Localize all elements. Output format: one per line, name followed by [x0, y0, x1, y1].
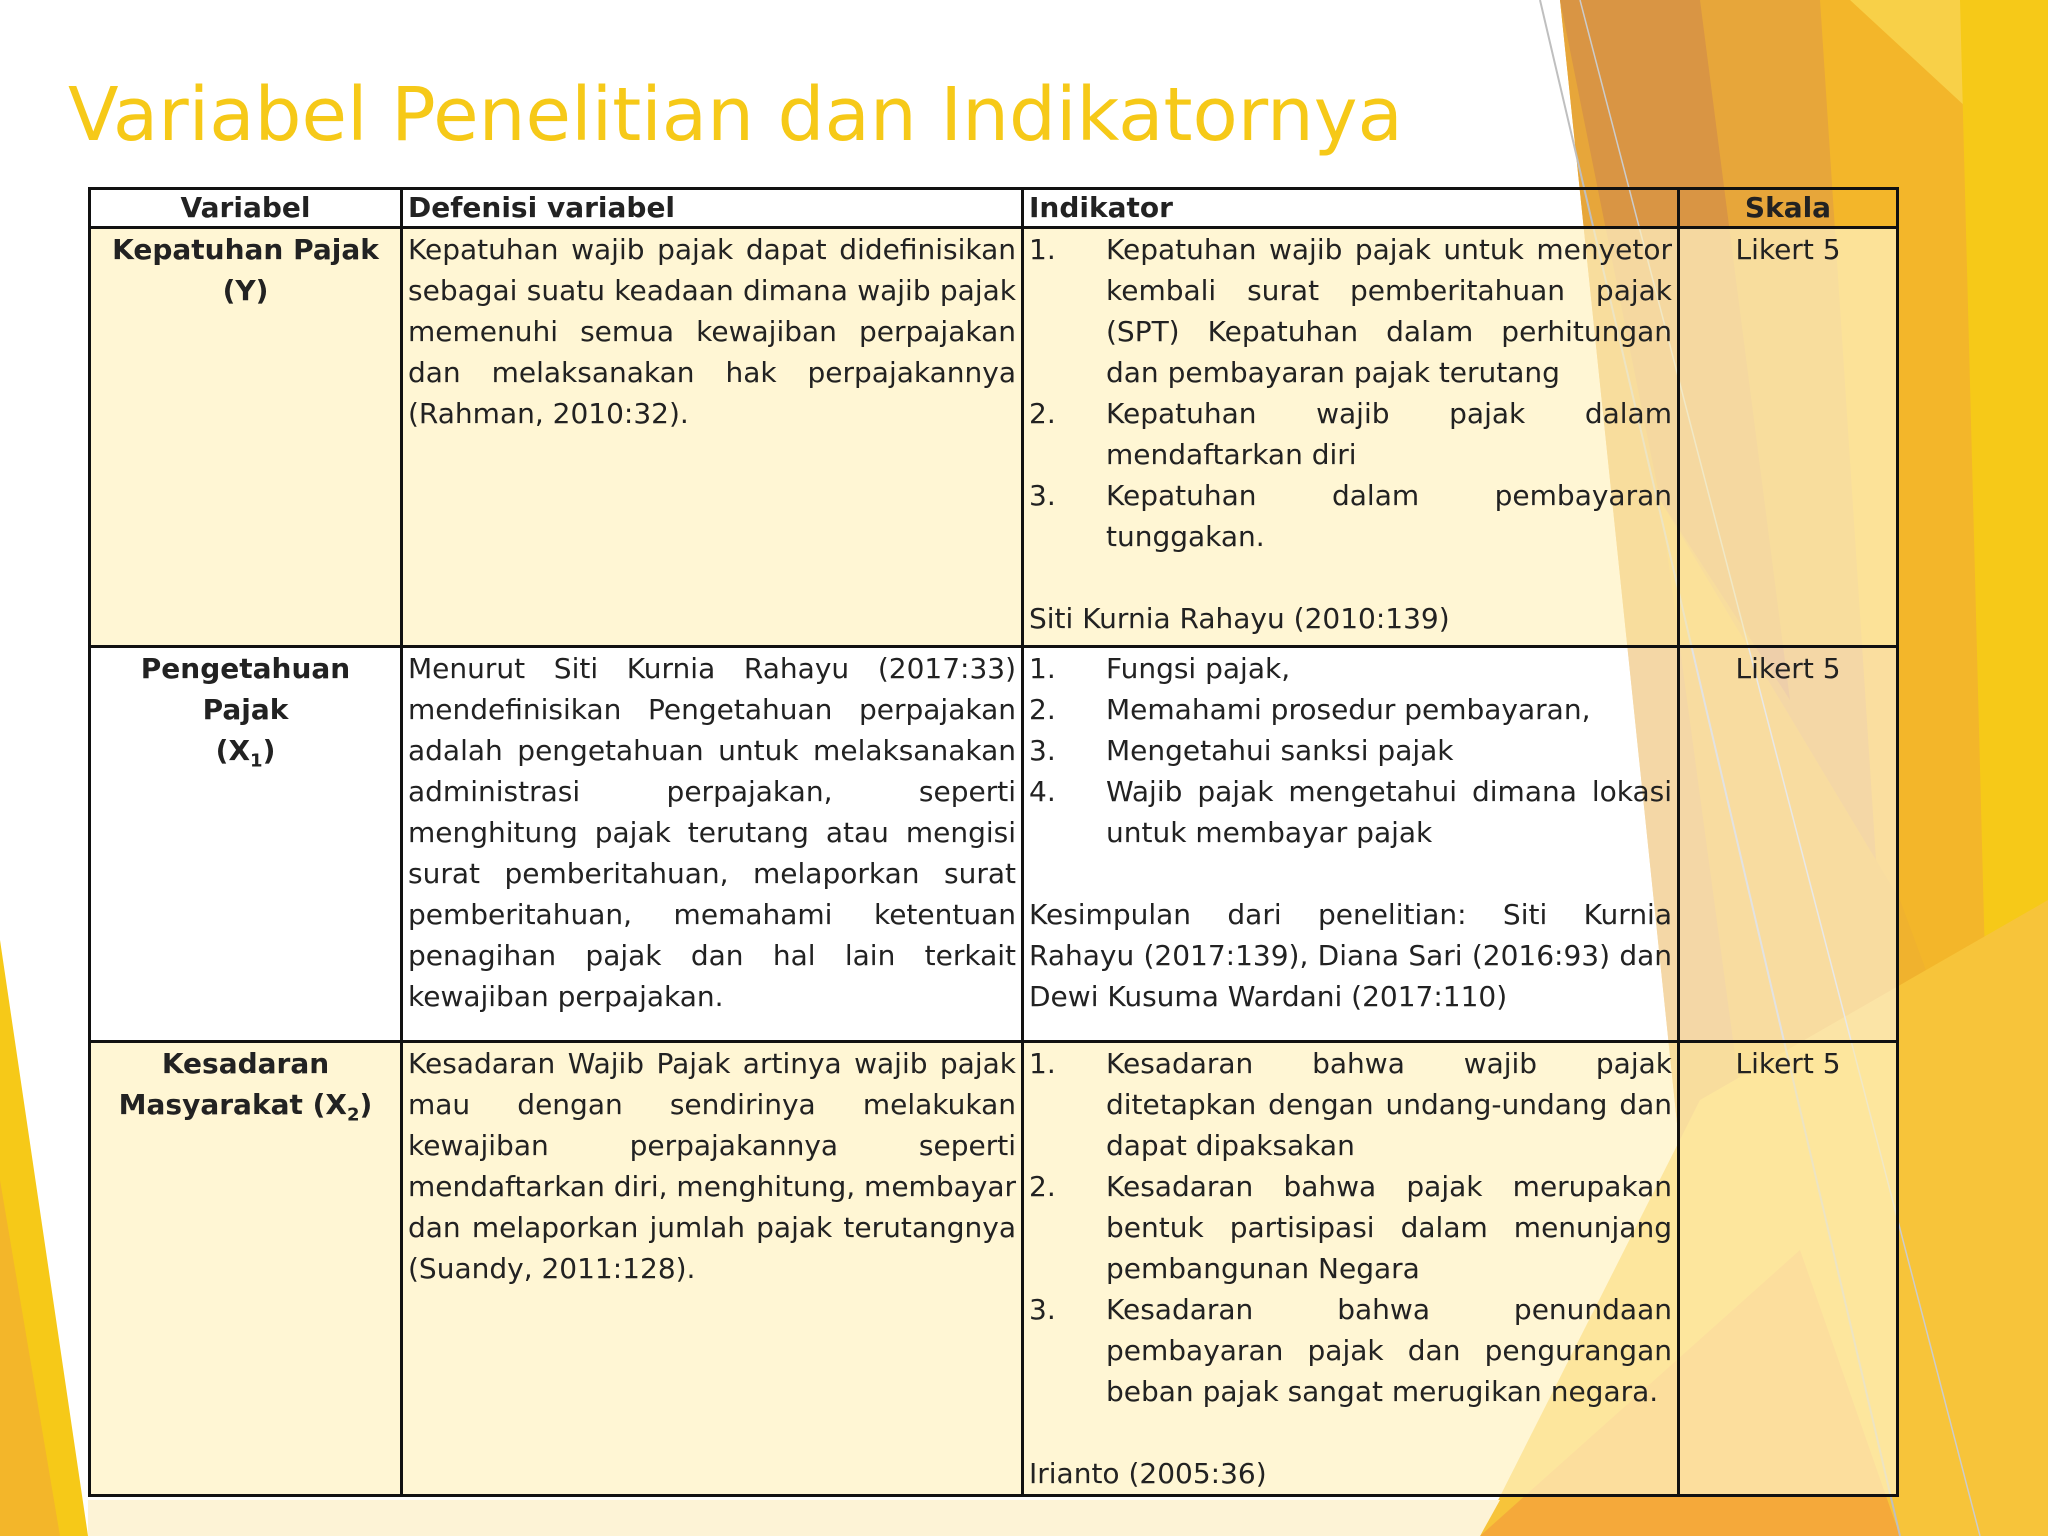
list-item: 3. Kepatuhan dalam pembayaran tunggakan. [1029, 479, 1672, 553]
list-item: 1. Fungsi pajak, [1029, 652, 1291, 685]
list-item: 2. Memahami prosedur pembayaran, [1029, 693, 1591, 726]
table-row [90, 647, 1898, 1042]
indikator-list [1029, 1043, 1672, 1412]
variabel-symbol: $(X_1)$ [215, 734, 276, 772]
variabel-symbol: (Y) [222, 274, 269, 307]
cell-definisi: Kesadaran Wajib Pajak artinya wajib pajak mau dengan sendirinya melakukan kewajiban perpajakannya seperti mendaftarkan diri, menghitung, membayar dan melaporkan jumlah pajak terutangnya (Suandy, 2011:128). [402, 1042, 1023, 1496]
variabel-name: Kesadaran [161, 1047, 330, 1080]
indikator-source: Siti Kurnia Rahayu (2010:139) [1029, 602, 1450, 635]
cell-indikator [1023, 1042, 1679, 1496]
list-item: 2. Kesadaran bahwa pajak merupakan bentuk partisipasi dalam menunjang pembangunan Negara [1029, 1170, 1672, 1285]
variabel-symbol: Masyarakat $(X_2)$ [118, 1088, 373, 1126]
list-item: 1. Kepatuhan wajib pajak untuk menyetor kembali surat pemberitahuan pajak (SPT) Kepatuhan dalam perhitungan dan pembayaran pajak terutang [1029, 233, 1672, 389]
list-item: 1. Kesadaran bahwa wajib pajak ditetapkan dengan undang-undang dan dapat dipaksakan [1029, 1047, 1672, 1162]
table-header-row [90, 189, 1898, 228]
cell-definisi: Menurut Siti Kurnia Rahayu (2017:33) mendefinisikan Pengetahuan perpajakan adalah pengetahuan untuk melaksanakan administrasi perpajakan, seperti menghitung pajak terutang atau mengisi surat pemberitahuan, melaporkan surat pemberitahuan, memahami ketentuan penagihan pajak dan hal lain terkait kewajiban perpajakan. [402, 647, 1023, 1042]
indikator-list [1029, 229, 1672, 557]
indikator-source: Kesimpulan dari penelitian: Siti Kurnia Rahayu (2017:139), Diana Sari (2016:93) dan Dewi Kusuma Wardani (2017:110) [1029, 898, 1672, 1013]
cell-indikator [1023, 647, 1679, 1042]
page-title: Variabel Penelitian dan Indikatornya [68, 72, 1403, 158]
variabel-name: Pengetahuan Pajak [140, 652, 351, 726]
list-item: 4. Wajib pajak mengetahui dimana lokasi untuk membayar pajak [1029, 775, 1672, 849]
cell-skala: Likert 5 [1679, 647, 1898, 1042]
cell-variabel [90, 1042, 402, 1496]
cell-indikator [1023, 228, 1679, 647]
cell-variabel [90, 647, 402, 1042]
header-variabel: Variabel [90, 189, 402, 228]
list-item: 3. Mengetahui sanksi pajak [1029, 734, 1454, 767]
cell-skala: Likert 5 [1679, 228, 1898, 647]
cell-definisi: Kepatuhan wajib pajak dapat didefinisikan sebagai suatu keadaan dimana wajib pajak memenuhi semua kewajiban perpajakan dan melaksanakan hak perpajakannya (Rahman, 2010:32). [402, 228, 1023, 647]
header-indikator: Indikator [1023, 189, 1679, 228]
list-item: 3. Kesadaran bahwa penundaan pembayaran pajak dan pengurangan beban pajak sangat merugikan negara. [1029, 1293, 1672, 1408]
table-row [90, 228, 1898, 647]
facet-shape [88, 1500, 1500, 1536]
cell-variabel [90, 228, 402, 647]
variabel-name: Kepatuhan Pajak [112, 233, 379, 266]
header-skala: Skala [1679, 189, 1898, 228]
indikator-source: Irianto (2005:36) [1029, 1457, 1267, 1490]
variables-table [88, 187, 1899, 1497]
cell-skala: Likert 5 [1679, 1042, 1898, 1496]
indikator-list [1029, 648, 1672, 853]
table-row [90, 1042, 1898, 1496]
list-item: 2. Kepatuhan wajib pajak dalam mendaftarkan diri [1029, 397, 1672, 471]
header-definisi: Defenisi variabel [402, 189, 1023, 228]
